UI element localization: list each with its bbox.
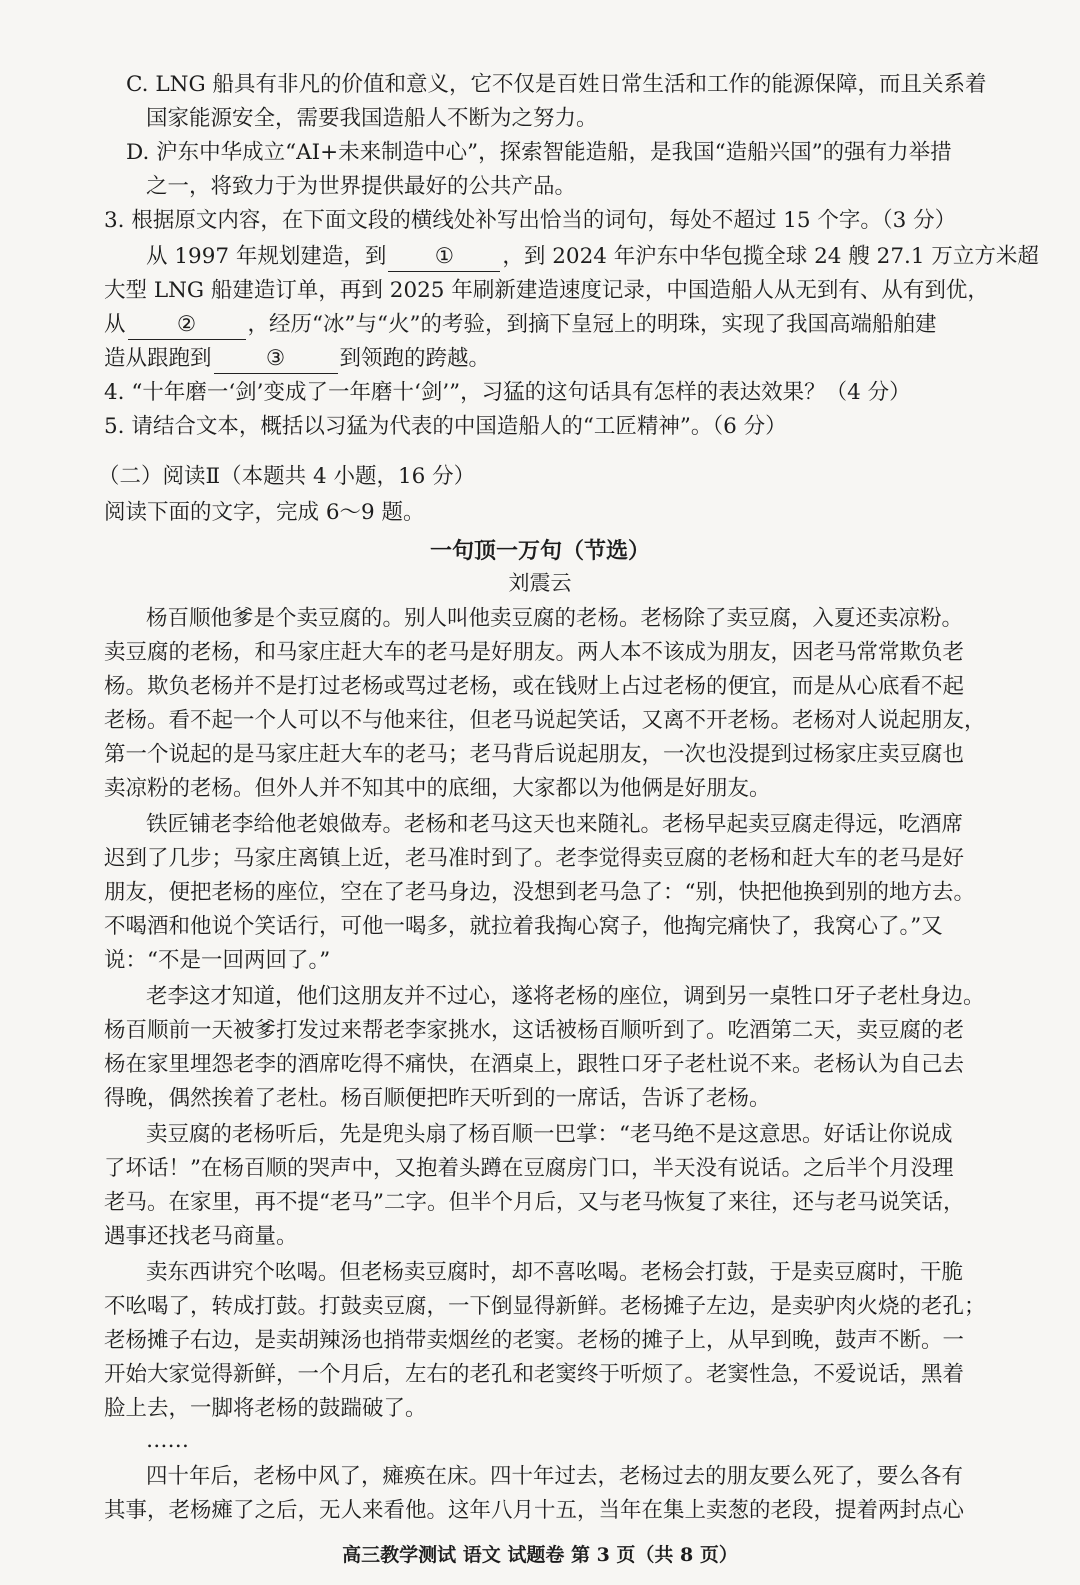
section-2-instruction: 阅读下面的文字，完成 6～9 题。 (104, 500, 425, 525)
q3-text: 从 (104, 312, 126, 337)
passage-line: 杨。欺负老杨并不是打过老杨或骂过老杨，或在钱财上占过老杨的便宜，而是从心底看不起 (104, 674, 965, 699)
q3-text-line1 (0, 240, 1080, 274)
passage-line: 卖豆腐的老杨听后，先是兜头扇了杨百顺一巴掌：“老马绝不是这意思。好话让你说成 (146, 1122, 953, 1147)
passage-line: 老李这才知道，他们这朋友并不过心，遂将老杨的座位，调到另一桌牲口牙子老杜身边。 (146, 984, 985, 1009)
passage-line: 脸上去，一脚将老杨的鼓踹破了。 (104, 1396, 427, 1421)
answer-blank-1[interactable]: ① (388, 243, 500, 272)
passage-line: 迟到了几步；马家庄离镇上近，老马准时到了。老李觉得卖豆腐的老杨和赶大车的老马是好 (104, 846, 965, 871)
q3-text-line3 (0, 308, 1080, 342)
passage-line: 卖东西讲究个吆喝。但老杨卖豆腐时，却不喜吆喝。老杨会打鼓，于是卖豆腐时，干脆 (146, 1260, 964, 1285)
passage-line: 其事，老杨瘫了之后，无人来看他。这年八月十五，当年在集上卖葱的老段，提着两封点心 (104, 1498, 965, 1523)
question-3-stem: 3. 根据原文内容，在下面文段的横线处补写出恰当的词句，每处不超过 15 个字。（3 分） (104, 208, 957, 233)
passage-line: 不吆喝了，转成打鼓。打鼓卖豆腐，一下倒显得新鲜。老杨摊子左边，是卖驴肉火烧的老孔； (104, 1294, 986, 1319)
passage-line: 卖豆腐的老杨，和马家庄赶大车的老马是好朋友。两人本不该成为朋友，因老马常常欺负老 (104, 640, 965, 665)
passage-line: 不喝酒和他说个笑话行，可他一喝多，就拉着我掏心窝子，他掏完痛快了，我窝心了。”又 (104, 914, 943, 939)
question-4: 4. “十年磨一‘剑’变成了一年磨十‘剑’”，习猛的这句话具有怎样的表达效果？（4 分） (104, 380, 911, 405)
answer-blank-3[interactable]: ③ (214, 345, 338, 374)
passage-line: 卖凉粉的老杨。但外人并不知其中的底细，大家都以为他俩是好朋友。 (104, 776, 771, 801)
passage-line: 朋友，便把老杨的座位，空在了老马身边，没想到老马急了：“别，快把他换到别的地方去。 (104, 880, 975, 905)
passage-line: 遇事还找老马商量。 (104, 1224, 298, 1249)
option-d-line2: 之一，将致力于为世界提供最好的公共产品。 (146, 174, 577, 199)
passage-line: 第一个说起的是马家庄赶大车的老马；老马背后说起朋友，一次也没提到过杨家庄卖豆腐也 (104, 742, 965, 767)
question-5: 5. 请结合文本，概括以习猛为代表的中国造船人的“工匠精神”。（6 分） (104, 414, 787, 439)
passage-line: 铁匠铺老李给他老娘做寿。老杨和老马这天也来随礼。老杨早起卖豆腐走得远，吃酒席 (146, 812, 964, 837)
q3-text: ，到 2024 年沪东中华包揽全球 24 艘 27.1 万立方米超 (502, 244, 1039, 269)
passage-line: 说：“不是一回两回了。” (104, 948, 331, 973)
passage-author: 刘震云 (508, 571, 572, 595)
q3-text-line2: 大型 LNG 船建造订单，再到 2025 年刷新建造速度记录，中国造船人从无到有、从有到优， (104, 278, 989, 303)
passage-line: 得晚，偶然挨着了老杜。杨百顺便把昨天听到的一席话，告诉了老杨。 (104, 1086, 771, 1111)
q3-text: ，经历“冰”与“火”的考验，到摘下皇冠上的明珠，实现了我国高端船舶建 (247, 312, 937, 337)
passage-line: 开始大家觉得新鲜，一个月后，左右的老孔和老窦终于听烦了。老窦性急，不爱说话，黑着 (104, 1362, 965, 1387)
passage-line: 四十年后，老杨中风了，瘫痪在床。四十年过去，老杨过去的朋友要么死了，要么各有 (146, 1464, 964, 1489)
passage-title: 一句顶一万句（节选） (429, 538, 650, 564)
option-c-line2: 国家能源安全，需要我国造船人不断为之努力。 (146, 106, 598, 131)
option-d-line1: D. 沪东中华成立“AI+未来制造中心”，探索智能造船，是我国“造船兴国”的强有力举措 (126, 140, 952, 165)
passage-line: 老杨。看不起一个人可以不与他来往，但老马说起笑话，又离不开老杨。老杨对人说起朋友， (104, 708, 986, 733)
passage-line: 老马。在家里，再不提“老马”二字。但半个月后，又与老马恢复了来往，还与老马说笑话， (104, 1190, 965, 1215)
q3-text-line4 (0, 342, 1080, 376)
passage-line: 杨百顺他爹是个卖豆腐的。别人叫他卖豆腐的老杨。老杨除了卖豆腐，入夏还卖凉粉。 (146, 606, 964, 631)
q3-text: 从 1997 年规划建造，到 (146, 244, 387, 269)
q3-text: 到领跑的跨越。 (339, 346, 491, 371)
passage-line: 老杨摊子右边，是卖胡辣汤也捎带卖烟丝的老窦。老杨的摊子上，从早到晚，鼓声不断。一 (104, 1328, 965, 1353)
passage-ellipsis: …… (146, 1428, 189, 1453)
passage-line: 杨在家里埋怨老李的酒席吃得不痛快，在酒桌上，跟牲口牙子老杜说不来。老杨认为自己去 (104, 1052, 965, 1077)
section-2-heading: （二）阅读Ⅱ（本题共 4 小题，16 分） (98, 464, 476, 489)
answer-blank-2[interactable]: ② (128, 311, 246, 340)
q3-text: 造从跟跑到 (104, 346, 212, 371)
page-footer: 高三教学测试 语文 试题卷 第 3 页（共 8 页） (342, 1544, 738, 1566)
option-c-line1: C. LNG 船具有非凡的价值和意义，它不仅是百姓日常生活和工作的能源保障，而且关系着 (126, 72, 987, 97)
passage-line: 了坏话！”在杨百顺的哭声中，又抱着头蹲在豆腐房门口，半天没有说话。之后半个月没理 (104, 1156, 954, 1181)
passage-line: 杨百顺前一天被爹打发过来帮老李家挑水，这话被杨百顺听到了。吃酒第二天，卖豆腐的老 (104, 1018, 965, 1043)
